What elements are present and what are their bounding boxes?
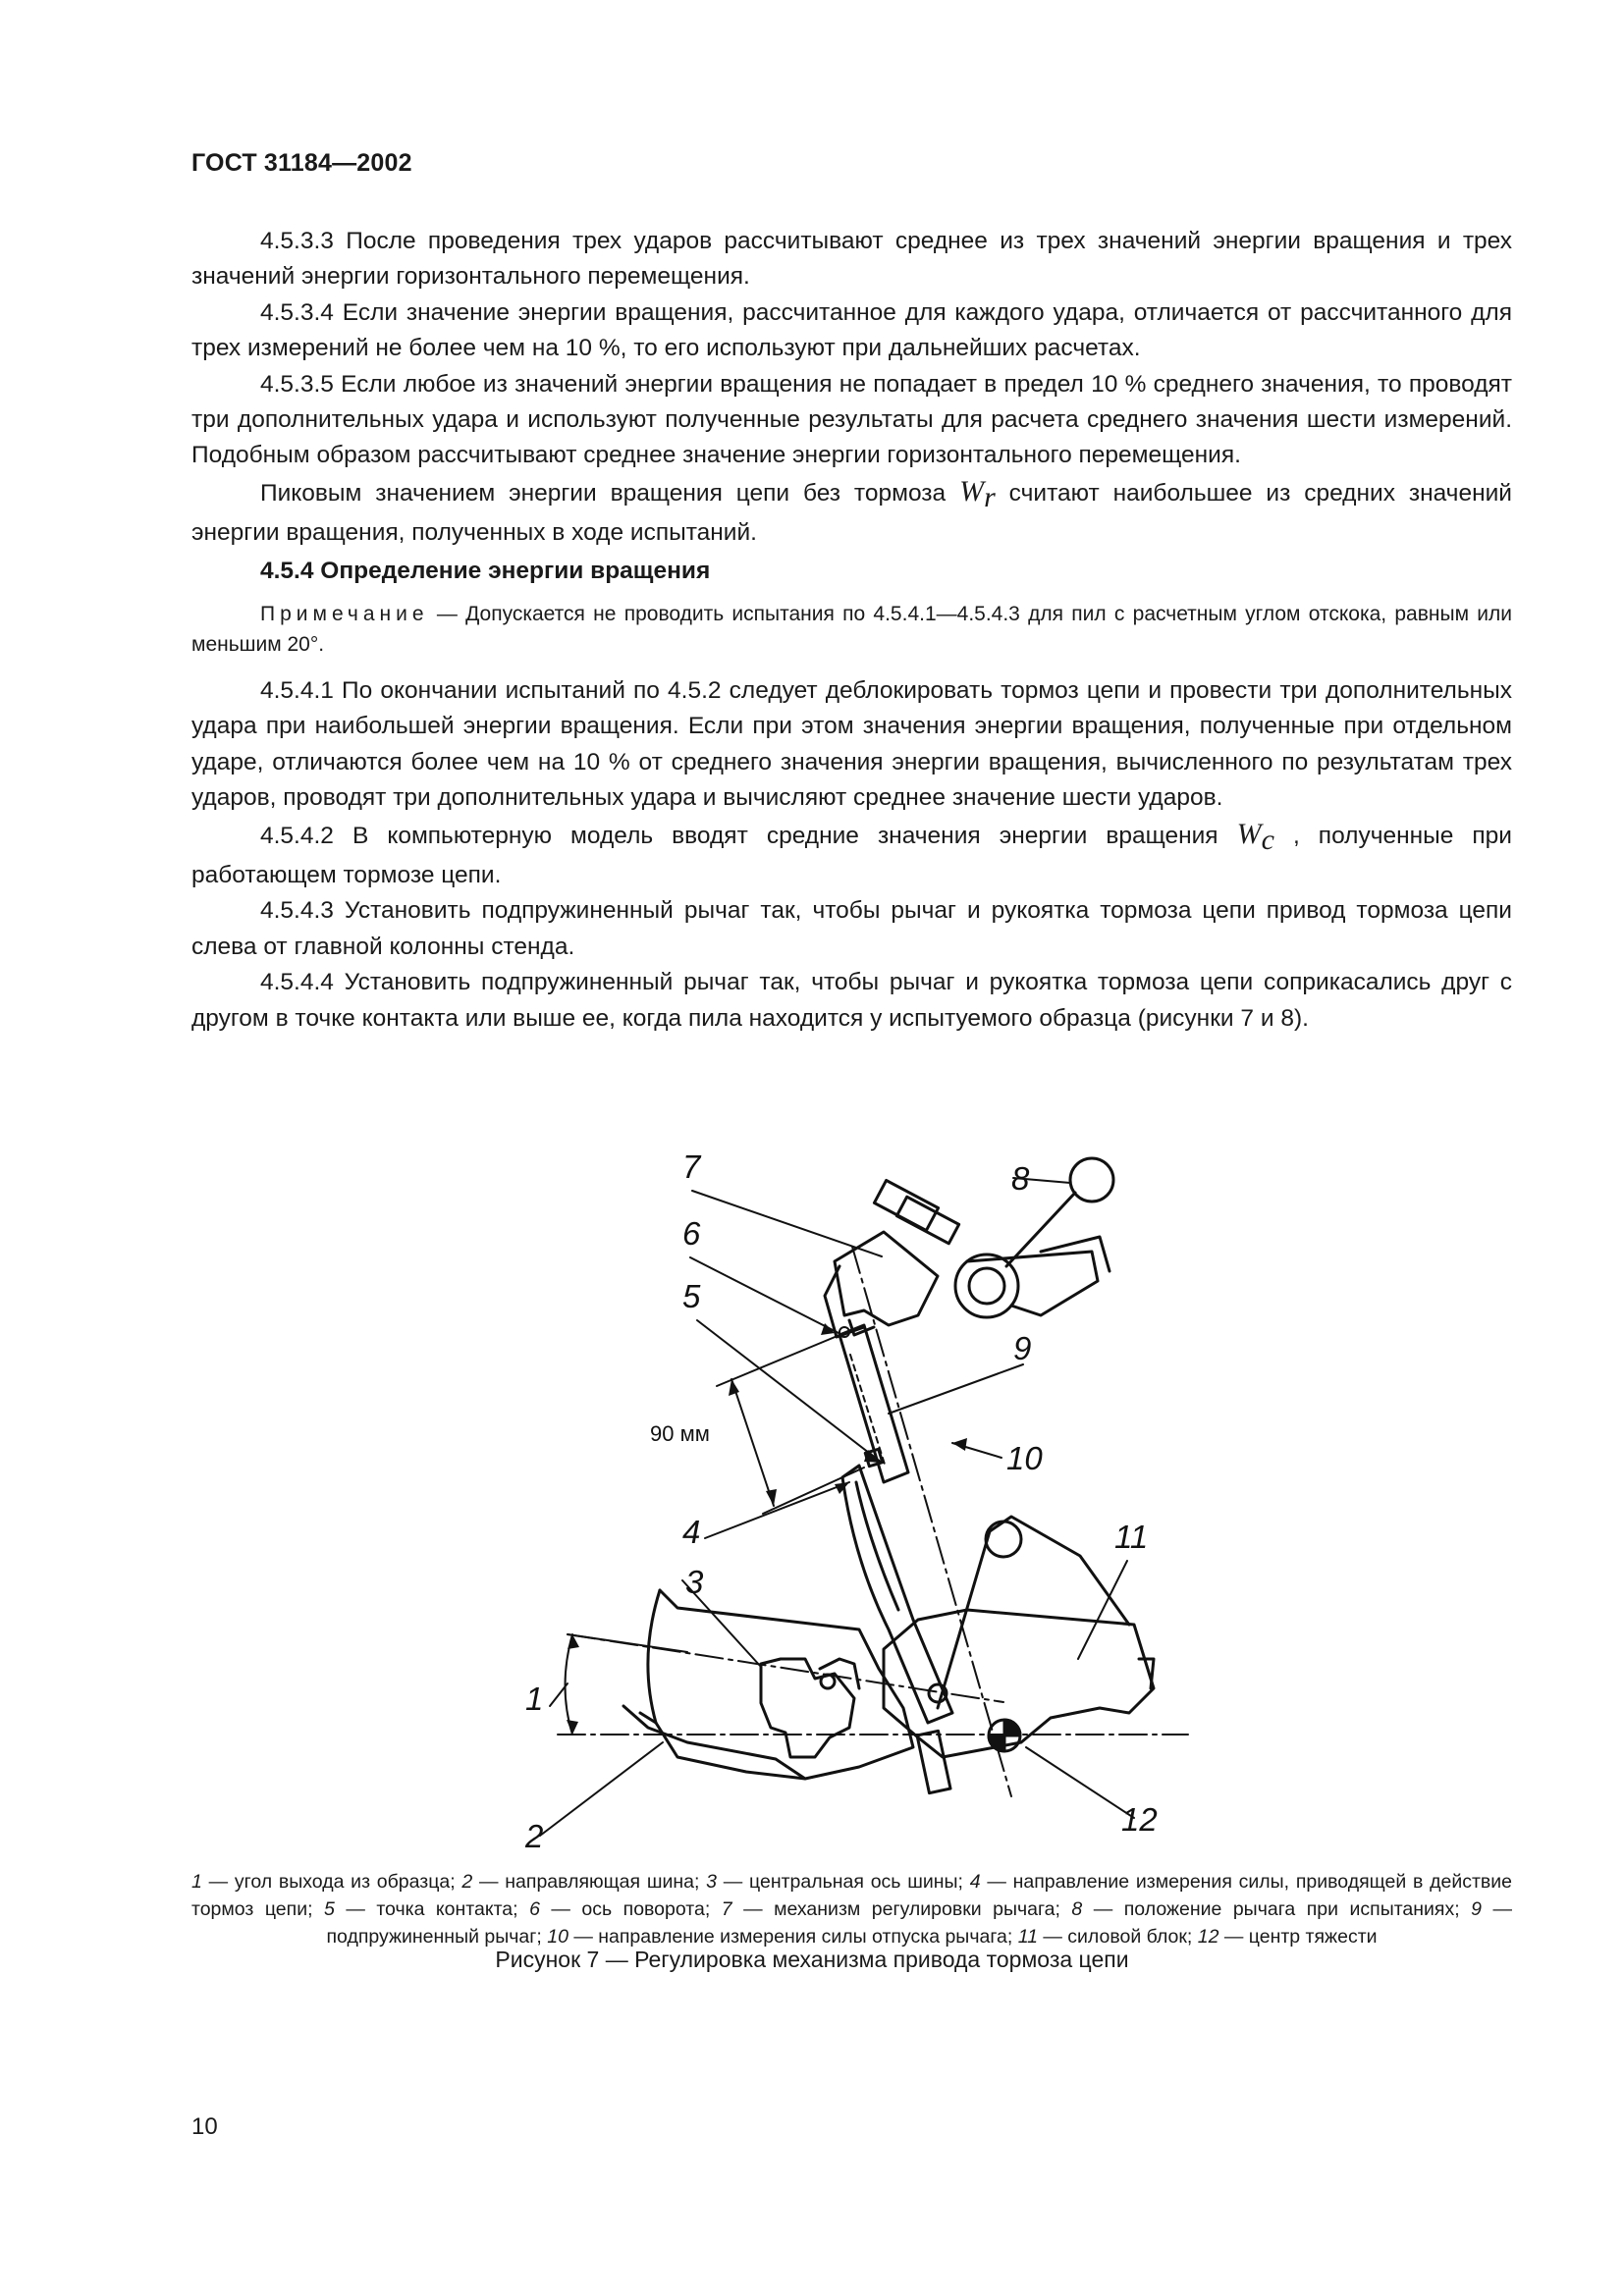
label-6: 6 <box>682 1215 701 1252</box>
lever-knob <box>1070 1158 1113 1201</box>
var-w: W <box>959 474 985 507</box>
paragraph-4-5-4-3: 4.5.4.3 Установить подпружиненный рычаг так, чтобы рычаг и рукоятка тормоза цепи привод тормоза цепи слева от главной колонны стенда. <box>191 897 1512 960</box>
legend-item: 3 — центральная ось шины; <box>706 1871 970 1893</box>
angle-ext-line <box>568 1634 687 1652</box>
label-11: 11 <box>1114 1519 1149 1555</box>
section-heading: 4.5.4 Определение энергии вращения <box>260 557 711 584</box>
label-10: 10 <box>1006 1440 1043 1476</box>
legend-item: 1 — угол выхода из образца; <box>191 1871 462 1893</box>
legend-item: 12 — центр тяжести <box>1197 1926 1378 1948</box>
paragraph-4-5-3-3: 4.5.3.3 После проведения трех ударов рассчитывают среднее из трех значений энергии вращения и трех значений энергии горизонтального перемещения. <box>191 228 1512 291</box>
legend-item: 6 — ось поворота; <box>529 1898 722 1920</box>
var-sub-c: c <box>1261 823 1274 856</box>
dimension-90mm: 90 мм <box>650 1421 710 1446</box>
dimension-line <box>731 1379 774 1506</box>
front-mechanism <box>761 1659 854 1757</box>
legend-item: 2 — направляющая шина; <box>461 1871 707 1893</box>
document-header: ГОСТ 31184—2002 <box>191 149 412 177</box>
legend-item: 4 — направление измерения силы, приводящей в действие тормоз цепи; <box>191 1871 1512 1920</box>
guide-bar <box>623 1590 913 1779</box>
figure-title: Рисунок 7 — Регулировка механизма привода тормоза цепи <box>495 1947 1129 1972</box>
legend-item: 11 — силовой блок; <box>1017 1926 1198 1948</box>
var-sub-r: r <box>984 480 996 513</box>
label-12: 12 <box>1121 1801 1158 1838</box>
note: Примечание — Допускается не проводить испытания по 4.5.4.1—4.5.4.3 для пил с расчетным углом отскока, равным или меньшим 20°. <box>191 602 1512 656</box>
label-8: 8 <box>1011 1160 1030 1197</box>
page-number: 10 <box>191 2113 218 2140</box>
paragraph-4-5-3-5: 4.5.3.5 Если любое из значений энергии вращения не попадает в предел 10 % среднего значения, то проводят три дополнительных удара и используют полученные результаты для расчета среднего значения шести измерений. Подобным образом рассчитывают среднее значение энергии горизонтального перемещения. <box>191 370 1512 469</box>
label-9: 9 <box>1013 1330 1032 1366</box>
lever-axis <box>852 1247 1011 1796</box>
label-5: 5 <box>682 1278 701 1314</box>
paragraph-4-5-4-1: 4.5.4.1 По окончании испытаний по 4.5.2 следует деблокировать тормоз цепи и провести три дополнительных удара при наибольшей энергии вращения. Если при этом значения энергии вращения, полученные при отдельном ударе, отличаются более чем на 10 % от среднего значения энергии вращения, вычисленного по результатам трех ударов, проводят три дополнительных удара и вычисляют среднее значение шести ударов. <box>191 676 1512 812</box>
legend-item: 8 — положение рычага при испытаниях; <box>1071 1898 1472 1920</box>
legend-item: 5 — точка контакта; <box>324 1898 530 1920</box>
label-3: 3 <box>685 1564 704 1600</box>
paragraph-4-5-4-2: 4.5.4.2 В компьютерную модель вводят средние значения энергии вращения $W_c$ , полученные при работающем тормозе цепи. <box>191 817 1512 888</box>
paragraph-4-5-4-4: 4.5.4.4 Установить подпружиненный рычаг так, чтобы рычаг и рукоятка тормоза цепи соприкасались друг с другом в точке контакта или выше ее, когда пила находится у испытуемого образца (рисунки 7 и 8). <box>191 969 1512 1032</box>
paragraph-4-5-3-4: 4.5.3.4 Если значение энергии вращения, рассчитанное для каждого удара, отличается от рассчитанного для трех измерений не более чем на 10 %, то его используют при дальнейших расчетах. <box>191 298 1512 362</box>
legend-item: 9 — подпружиненный рычаг; <box>326 1898 1512 1948</box>
pivot-top <box>986 1522 1021 1557</box>
paragraph-peak-value: Пиковым значением энергии вращения цепи без тормоза $W_r$ считают наибольшее из средних значений энергии вращения, полученных в ходе испытаний. <box>191 474 1512 547</box>
label-2: 2 <box>525 1818 544 1854</box>
var-w: W <box>1236 817 1262 850</box>
label-7: 7 <box>682 1148 701 1185</box>
legend-item: 10 — направление измерения силы отпуска рычага; <box>547 1926 1018 1948</box>
note-label: Примечание <box>260 602 429 625</box>
figure-legend <box>191 1868 1512 1950</box>
power-unit-frame <box>990 1517 1129 1625</box>
legend-item: 7 — механизм регулировки рычага; <box>721 1898 1072 1920</box>
label-1: 1 <box>525 1681 544 1717</box>
label-4: 4 <box>682 1514 701 1550</box>
